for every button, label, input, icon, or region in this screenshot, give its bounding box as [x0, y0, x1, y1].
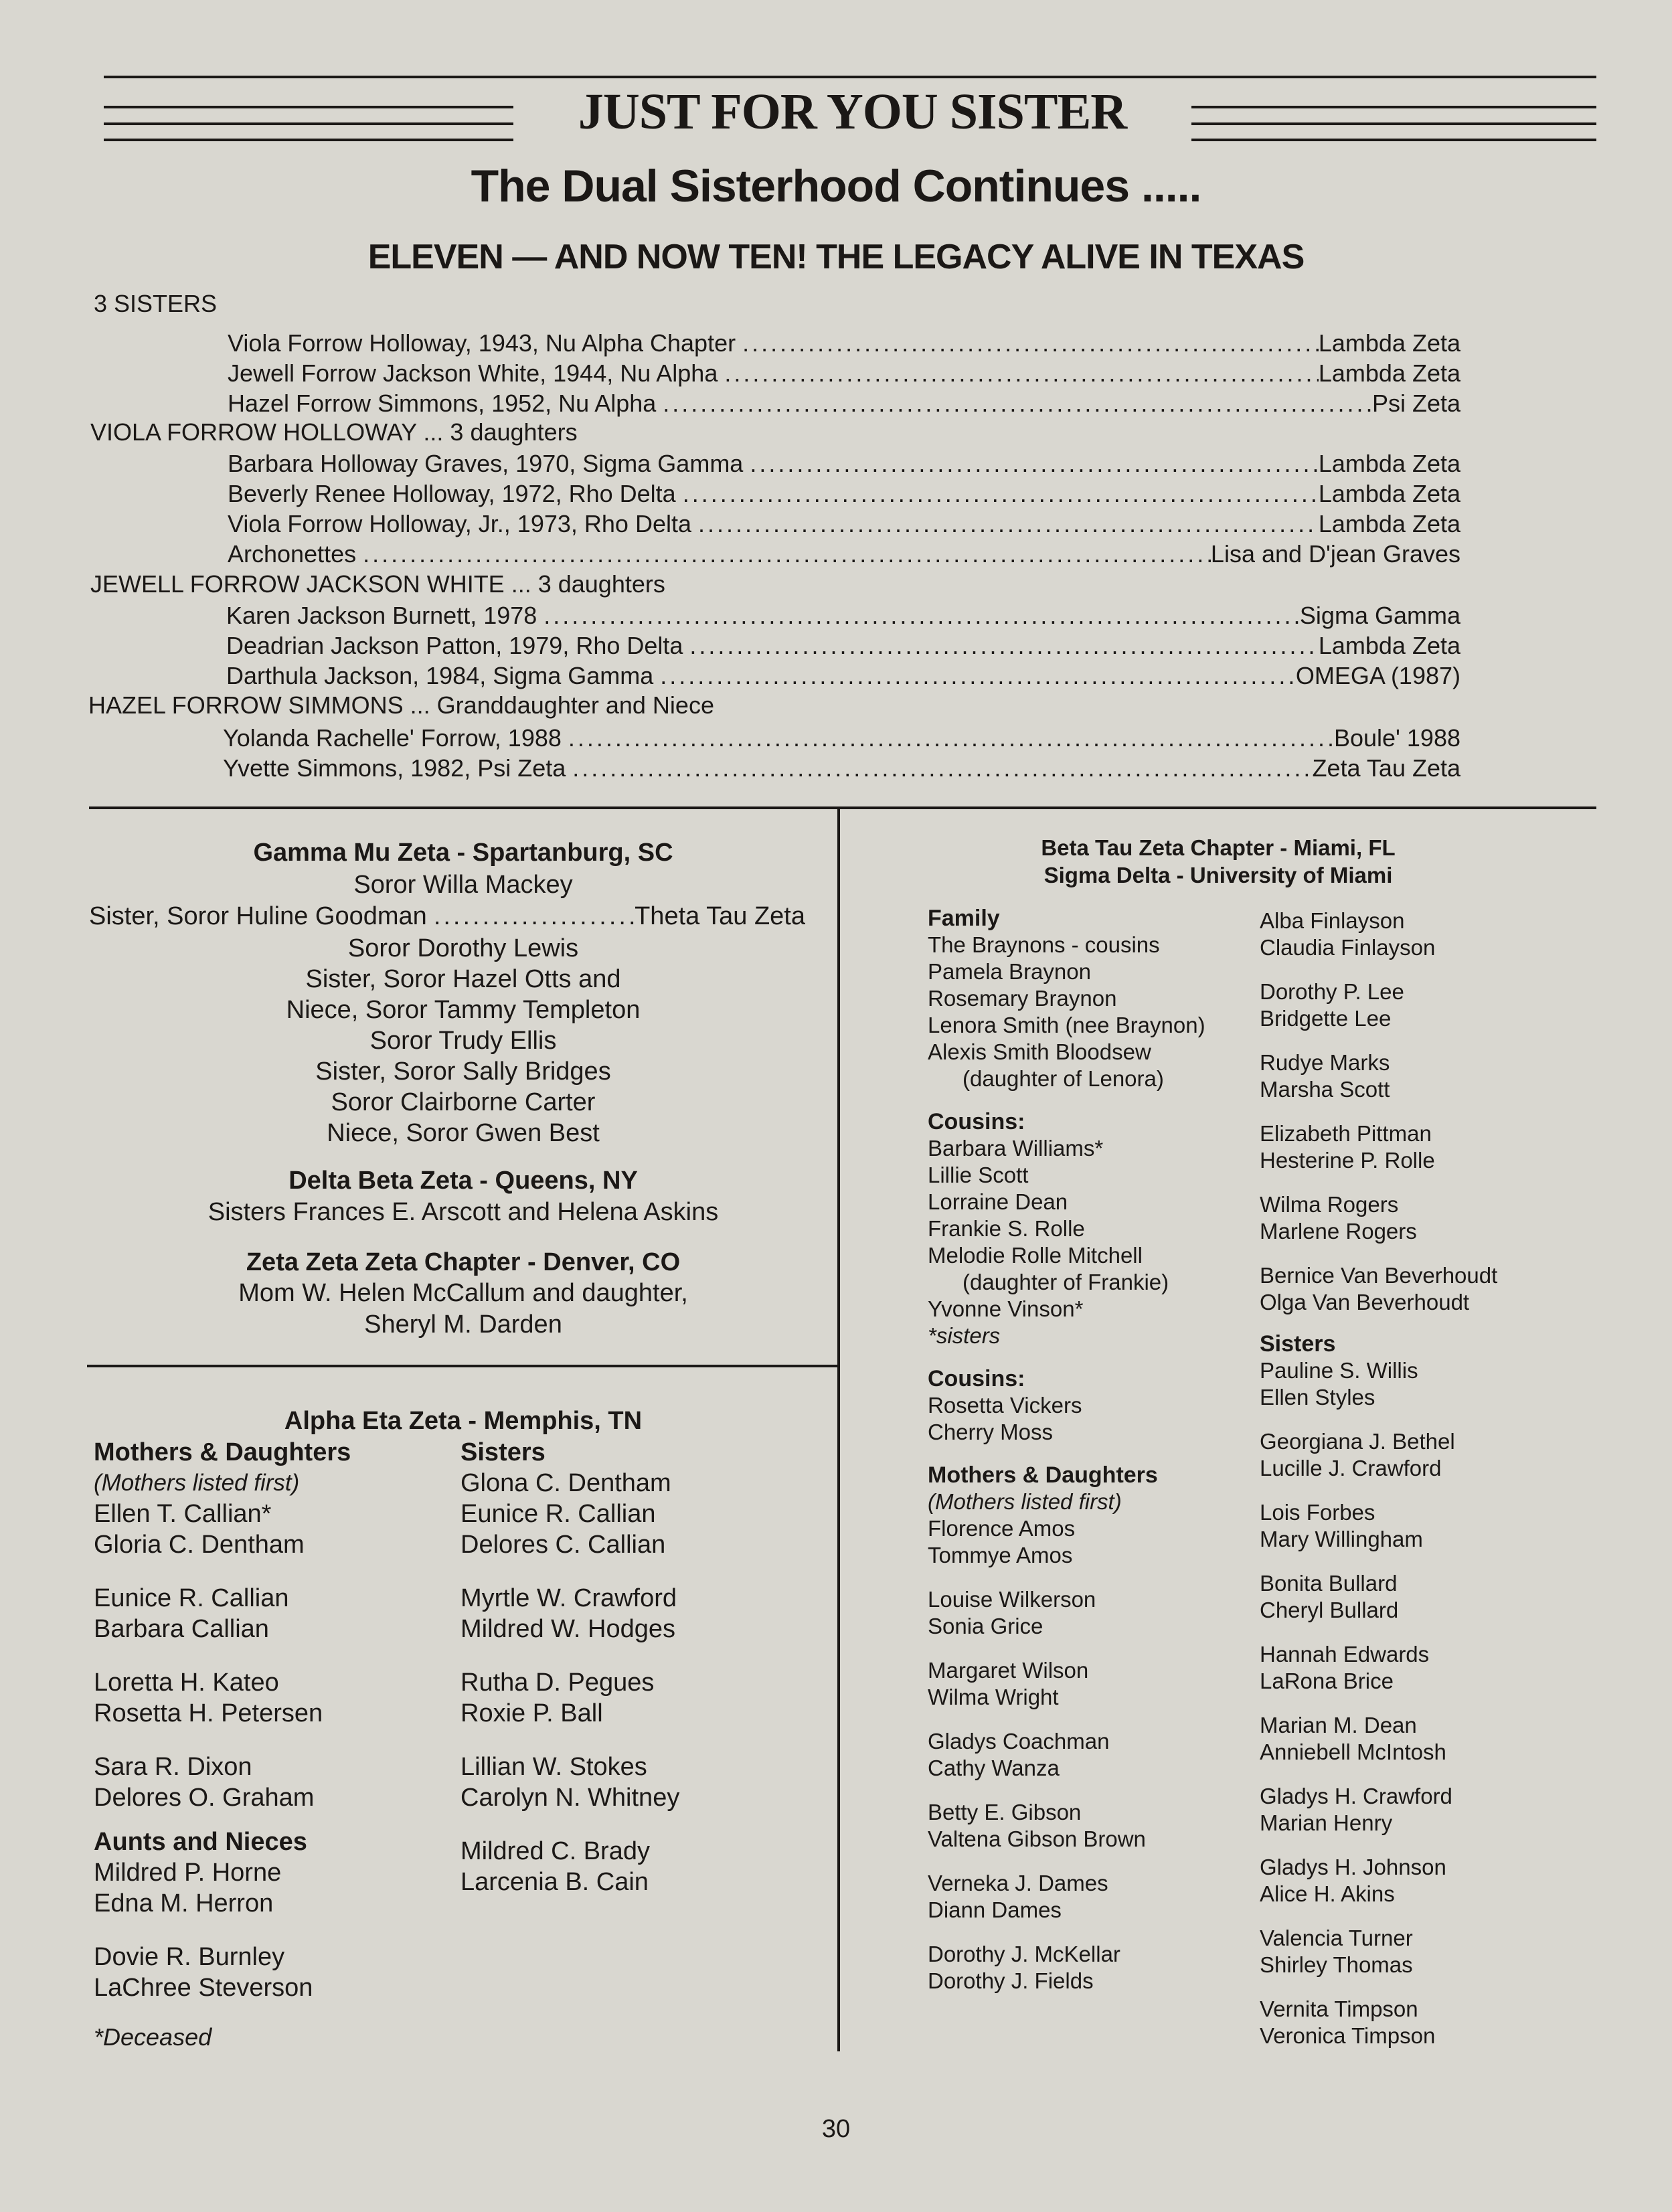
- section-heading: Cousins:: [928, 1109, 1025, 1134]
- page-number: 30: [821, 2115, 851, 2143]
- list-item: Claudia Finlayson: [1260, 935, 1436, 960]
- list-item: Marian M. Dean: [1260, 1713, 1417, 1737]
- list-item: LaChree Steverson: [94, 1974, 313, 2002]
- banner-rule-left-1: [104, 106, 513, 108]
- list-item: Margaret Wilson: [928, 1658, 1089, 1683]
- list-item: Frankie S. Rolle: [928, 1216, 1085, 1241]
- list-item: Gloria C. Dentham: [94, 1531, 305, 1559]
- list-item: Veronica Timpson: [1260, 2023, 1436, 2048]
- section-divider-top: [89, 806, 1596, 809]
- beta-tau-right-column: [1260, 908, 1497, 2049]
- list-item: Dorothy P. Lee: [1260, 979, 1404, 1004]
- texas-row: Hazel Forrow Simmons, 1952, Nu Alpha ..... Psi Zeta: [228, 390, 1460, 418]
- banner-rule-right-1: [1191, 106, 1596, 108]
- section-heading: Mothers & Daughters: [94, 1438, 351, 1466]
- section-heading: Mothers & Daughters: [928, 1462, 1158, 1488]
- alpha-eta-title: Alpha Eta Zeta - Memphis, TN: [284, 1407, 643, 1435]
- list-item: Verneka J. Dames: [928, 1871, 1108, 1895]
- list-item: Larcenia B. Cain: [461, 1868, 649, 1896]
- list-item: Lillian W. Stokes: [461, 1753, 647, 1781]
- list-item: Gladys H. Johnson: [1260, 1855, 1446, 1879]
- list-item: Valtena Gibson Brown: [928, 1826, 1146, 1851]
- list-item: Cathy Wanza: [928, 1756, 1060, 1780]
- list-item: Wilma Rogers: [1260, 1192, 1399, 1217]
- texas-row: Yvette Simmons, 1982, Psi Zeta ..... Zeta Tau Zeta: [223, 754, 1460, 782]
- delta-beta-title: Delta Beta Zeta - Queens, NY: [288, 1167, 638, 1195]
- list-item: Diann Dames: [928, 1897, 1062, 1922]
- list-item: Sara R. Dixon: [94, 1753, 252, 1781]
- banner-rule-right-2: [1191, 122, 1596, 125]
- texas-row: Deadrian Jackson Patton, 1979, Rho Delta ..... Lambda Zeta: [226, 632, 1460, 660]
- banner-top-rule: [104, 76, 1596, 78]
- list-item: Marlene Rogers: [1260, 1219, 1417, 1244]
- gamma-mu-line: Soror Willa Mackey: [353, 871, 573, 899]
- list-item: Sister, Soror Sally Bridges: [315, 1057, 611, 1086]
- list-item: Carolyn N. Whitney: [461, 1784, 680, 1812]
- list-item: Rudye Marks: [1260, 1050, 1390, 1075]
- list-item: Glona C. Dentham: [461, 1469, 671, 1497]
- list-item: Tommye Amos: [928, 1543, 1073, 1567]
- list-item: Eunice R. Callian: [94, 1584, 289, 1612]
- list-item: Lenora Smith (nee Braynon): [928, 1013, 1205, 1037]
- list-item: (daughter of Lenora): [963, 1066, 1164, 1091]
- group-hazel-granddaughter: HAZEL FORROW SIMMONS ... Granddaughter and Niece: [88, 691, 714, 719]
- list-item: Delores C. Callian: [461, 1531, 666, 1559]
- list-item: Rosemary Braynon: [928, 986, 1117, 1011]
- list-item: Melodie Rolle Mitchell: [928, 1243, 1143, 1268]
- texas-row: Yolanda Rachelle' Forrow, 1988 ..... Boule' 1988: [223, 724, 1460, 752]
- beta-tau-title: Beta Tau Zeta Chapter - Miami, FL: [1041, 835, 1396, 860]
- list-item: Wilma Wright: [928, 1685, 1059, 1709]
- list-item: Delores O. Graham: [94, 1784, 315, 1812]
- list-item: Rosetta H. Petersen: [94, 1699, 323, 1727]
- texas-heading: ELEVEN — AND NOW TEN! THE LEGACY ALIVE IN TEXAS: [367, 238, 1305, 276]
- alpha-eta-sisters: [461, 1437, 679, 1897]
- list-item: Niece, Soror Gwen Best: [327, 1119, 600, 1147]
- list-item: Soror Trudy Ellis: [369, 1027, 557, 1055]
- beta-tau-subtitle: Sigma Delta - University of Miami: [1043, 863, 1393, 887]
- section-note: (Mothers listed first): [928, 1489, 1122, 1514]
- list-item: (daughter of Frankie): [963, 1270, 1169, 1294]
- texas-row: Viola Forrow Holloway, Jr., 1973, Rho Delta ..... Lambda Zeta: [228, 510, 1460, 538]
- list-item: Marsha Scott: [1260, 1077, 1390, 1102]
- list-item: Pauline S. Willis: [1260, 1358, 1418, 1383]
- list-item: Ellen Styles: [1260, 1385, 1375, 1410]
- texas-row: Darthula Jackson, 1984, Sigma Gamma ..... OMEGA (1987): [226, 662, 1460, 690]
- list-item: Barbara Callian: [94, 1615, 269, 1643]
- alpha-eta-mothers-daughters: [94, 1437, 351, 2053]
- list-item: Gladys H. Crawford: [1260, 1784, 1452, 1808]
- list-item: Marian Henry: [1260, 1810, 1393, 1835]
- list-item: Loretta H. Kateo: [94, 1669, 279, 1697]
- list-item: Florence Amos: [928, 1516, 1076, 1541]
- list-item: Sonia Grice: [928, 1614, 1043, 1638]
- list-item: Bridgette Lee: [1260, 1006, 1392, 1031]
- section-heading: Aunts and Nieces: [94, 1828, 307, 1856]
- banner-rule-left-2: [104, 122, 513, 125]
- list-item: Sister, Soror Hazel Otts and: [305, 965, 621, 993]
- list-item: Mildred C. Brady: [461, 1837, 650, 1865]
- list-item: Betty E. Gibson: [928, 1800, 1082, 1824]
- group-3-sisters: 3 SISTERS: [94, 290, 218, 317]
- list-item: Alba Finlayson: [1260, 908, 1405, 933]
- list-item: Dovie R. Burnley: [94, 1943, 285, 1971]
- list-item: Myrtle W. Crawford: [461, 1584, 677, 1612]
- list-item: Soror Clairborne Carter: [331, 1088, 596, 1116]
- section-note: *sisters: [928, 1323, 1001, 1348]
- list-item: Lois Forbes: [1260, 1500, 1375, 1525]
- list-item: Yvonne Vinson*: [928, 1296, 1084, 1321]
- list-item: Rosetta Vickers: [928, 1393, 1082, 1418]
- beta-tau-left-column: [928, 905, 1205, 1994]
- list-item: Cherry Moss: [928, 1420, 1054, 1444]
- delta-beta-line: Sisters Frances E. Arscott and Helena Askins: [207, 1198, 719, 1226]
- list-item: Dorothy J. McKellar: [928, 1942, 1120, 1966]
- zeta-zeta-line-1: Mom W. Helen McCallum and daughter,: [238, 1279, 688, 1307]
- list-item: Anniebell McIntosh: [1260, 1739, 1446, 1764]
- list-item: The Braynons - cousins: [928, 932, 1160, 957]
- group-jewell-daughters: JEWELL FORROW JACKSON WHITE ... 3 daughters: [90, 570, 665, 598]
- group-viola-daughters: VIOLA FORROW HOLLOWAY ... 3 daughters: [90, 418, 578, 446]
- list-item: Lucille J. Crawford: [1260, 1456, 1442, 1480]
- list-item: Elizabeth Pittman: [1260, 1121, 1432, 1146]
- section-heading: Sisters: [461, 1438, 546, 1466]
- gamma-mu-title: Gamma Mu Zeta - Spartanburg, SC: [253, 839, 673, 867]
- list-item: Lillie Scott: [928, 1163, 1029, 1187]
- texas-row: Barbara Holloway Graves, 1970, Sigma Gamma ..... Lambda Zeta: [228, 450, 1460, 478]
- list-item: Dorothy J. Fields: [928, 1968, 1094, 1993]
- list-item: Mildred P. Horne: [94, 1859, 282, 1887]
- texas-row: Beverly Renee Holloway, 1972, Rho Delta ..... Lambda Zeta: [228, 480, 1460, 508]
- list-item: Lorraine Dean: [928, 1189, 1068, 1214]
- texas-row: Archonettes ..... Lisa and D'jean Graves: [228, 540, 1460, 568]
- column-divider: [837, 806, 840, 2051]
- section-heading: Sisters: [1260, 1331, 1336, 1357]
- section-heading: Cousins:: [928, 1366, 1025, 1391]
- list-item: Georgiana J. Bethel: [1260, 1429, 1455, 1454]
- texas-row: Jewell Forrow Jackson White, 1944, Nu Alpha ..... Lambda Zeta: [228, 359, 1460, 388]
- list-item: Gladys Coachman: [928, 1729, 1110, 1754]
- list-item: Vernita Timpson: [1260, 1996, 1418, 2021]
- deceased-note: *Deceased: [94, 2023, 212, 2051]
- list-item: Pamela Braynon: [928, 959, 1091, 984]
- gamma-mu-list: [89, 933, 837, 1148]
- list-item: Soror Dorothy Lewis: [347, 934, 579, 962]
- texas-row: Viola Forrow Holloway, 1943, Nu Alpha Chapter ..... Lambda Zeta: [228, 329, 1460, 357]
- list-item: Bernice Van Beverhoudt: [1260, 1263, 1498, 1288]
- page-subtitle: The Dual Sisterhood Continues .....: [471, 161, 1201, 211]
- list-item: Cheryl Bullard: [1260, 1598, 1399, 1622]
- list-item: Shirley Thomas: [1260, 1952, 1413, 1977]
- list-item: Niece, Soror Tammy Templeton: [286, 996, 641, 1024]
- banner-rule-right-3: [1191, 139, 1596, 141]
- list-item: Hannah Edwards: [1260, 1642, 1430, 1667]
- list-item: Barbara Williams*: [928, 1136, 1104, 1161]
- zeta-zeta-title: Zeta Zeta Zeta Chapter - Denver, CO: [246, 1248, 681, 1276]
- list-item: Mary Willingham: [1260, 1527, 1423, 1551]
- list-item: Rutha D. Pegues: [461, 1669, 655, 1697]
- list-item: Valencia Turner: [1260, 1926, 1413, 1950]
- section-note: (Mothers listed first): [94, 1470, 300, 1496]
- list-item: LaRona Brice: [1260, 1669, 1394, 1693]
- section-heading: Family: [928, 906, 1000, 931]
- list-item: Mildred W. Hodges: [461, 1615, 676, 1643]
- list-item: Ellen T. Callian*: [94, 1500, 272, 1528]
- left-column-divider: [87, 1365, 839, 1367]
- texas-row: Karen Jackson Burnett, 1978 ..... Sigma Gamma: [226, 602, 1460, 630]
- list-item: Louise Wilkerson: [928, 1587, 1096, 1612]
- list-item: Hesterine P. Rolle: [1260, 1148, 1435, 1173]
- list-item: Edna M. Herron: [94, 1889, 274, 1918]
- banner-rule-left-3: [104, 139, 513, 141]
- banner-title: JUST FOR YOU SISTER: [578, 84, 1127, 140]
- list-item: Alexis Smith Bloodsew: [928, 1039, 1151, 1064]
- list-item: Alice H. Akins: [1260, 1881, 1395, 1906]
- list-item: Bonita Bullard: [1260, 1571, 1398, 1596]
- gamma-mu-goodman-row: Sister, Soror Huline Goodman ..... Theta Tau Zeta: [89, 902, 805, 931]
- zeta-zeta-line-2: Sheryl M. Darden: [364, 1310, 562, 1339]
- list-item: Eunice R. Callian: [461, 1500, 656, 1528]
- list-item: Olga Van Beverhoudt: [1260, 1290, 1470, 1314]
- list-item: Roxie P. Ball: [461, 1699, 603, 1727]
